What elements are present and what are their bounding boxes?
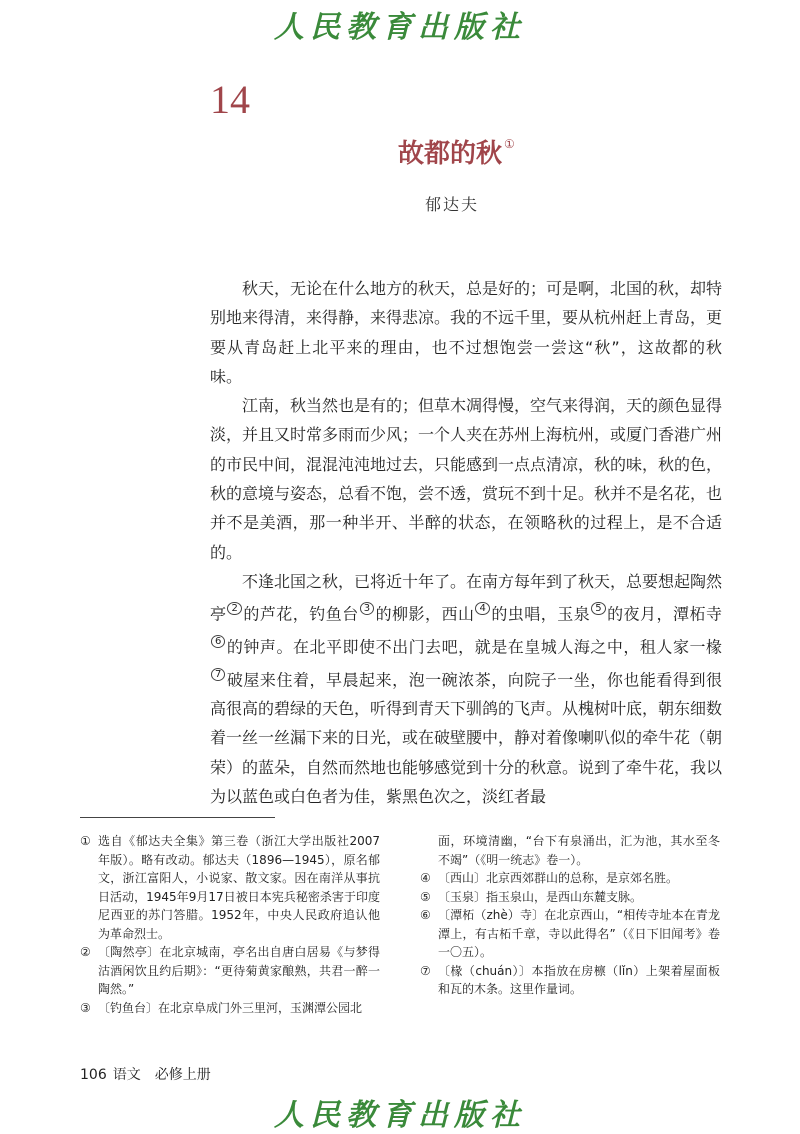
- footnote-item: [420, 832, 720, 869]
- footnote-ref: 4: [475, 602, 489, 615]
- author-name: 郁达夫: [425, 195, 480, 214]
- footnote-text: 面，环境清幽，“台下有泉涌出，汇为池，其水至冬不竭”（《明一统志》卷一）。: [438, 834, 720, 867]
- footnote-text: 〔椽（chuán）〕本指放在房檩（lǐn）上架着屋面板和瓦的木条。这里作量词。: [438, 963, 720, 996]
- footnote-mark: ④: [420, 871, 431, 885]
- paragraph-3-seg: 的柳影，西山: [375, 604, 475, 624]
- paragraph-1: [210, 274, 722, 391]
- article-title: [398, 133, 515, 170]
- footnote-ref: 2: [227, 602, 241, 615]
- page-footer: [80, 1064, 211, 1084]
- paragraph-3-seg: 的芦花，钓鱼台: [242, 604, 359, 624]
- footnote-mark: [420, 832, 438, 869]
- footnote-ref: 6: [211, 635, 225, 648]
- footnote-item: [420, 888, 720, 907]
- lesson-number: 14: [210, 77, 250, 122]
- footnote-item: [80, 999, 380, 1018]
- title-footnote-mark: ①: [504, 137, 515, 152]
- footnote-text: 〔玉泉〕指玉泉山，是西山东麓支脉。: [438, 889, 643, 904]
- footnote-mark: ①: [80, 834, 91, 848]
- footnote-text: 〔钓鱼台〕在北京阜成门外三里河，玉渊潭公园北: [98, 1000, 363, 1015]
- footnote-mark: ⑦: [420, 963, 431, 978]
- footnote-mark: ③: [80, 1000, 91, 1015]
- paragraph-3-seg: 的夜月，潭柘寺: [606, 604, 722, 624]
- page-number: 106: [80, 1067, 107, 1083]
- paragraph-3-seg: 的钟声。在北平即使不出门去吧，就是在皇城人海之中，租人家一椽: [226, 637, 722, 657]
- paragraph-3-seg: 不逢北国之秋，已将近十年了。在南方每年到了秋天，总要想起陶然亭: [210, 571, 723, 624]
- title-text: 故都的秋: [398, 139, 503, 169]
- footnote-divider: [80, 817, 275, 818]
- footnote-mark: ⑤: [420, 889, 431, 904]
- footnote-ref: 7: [211, 668, 225, 681]
- footnotes-right-column: [420, 832, 720, 999]
- paragraph-3: [210, 567, 722, 811]
- footnote-text: 选自《郁达夫全集》第三卷（浙江大学出版社2007年版）。略有改动。郁达夫（1896—1945），原名郁文，浙江富阳人，小说家、散文家。因在南洋从事抗日活动，1945年9月17日被日本宪兵秘密杀害于印度尼西亚的苏门答腊。1952年，中央人民政府追认他为革命烈士。: [98, 834, 380, 941]
- footnote-text: 〔西山〕北京西郊群山的总称，是京郊名胜。: [438, 871, 679, 885]
- publisher-logo-bottom: 人民教育出版社: [274, 1098, 526, 1133]
- book-title: 语文 必修上册: [112, 1067, 211, 1083]
- footnote-mark: ②: [80, 945, 91, 959]
- footnote-item: [80, 943, 380, 999]
- footnote-item: [80, 832, 380, 943]
- article-body: [210, 274, 722, 811]
- paragraph-2: [210, 391, 722, 567]
- paragraph-3-seg: 的虫唱，玉泉: [490, 604, 591, 624]
- paragraph-3-seg: 破屋来住着，早晨起来，泡一碗浓茶，向院子一坐，你也能看得到很高很高的碧绿的天色，听得到青天下驯鸽的飞声。从槐树叶底，朝东细数着一丝一丝漏下来的日光，或在破壁腰中，静对着像喇叭似的牵牛花（朝荣）的蓝朵，自然而然地也能够感觉到十分的秋意。说到了牵牛花，我以为以蓝色或白色者为佳，紫黑色次之，淡红者最: [210, 669, 723, 807]
- footnote-item: [420, 869, 720, 888]
- footnote-ref: 3: [360, 602, 374, 615]
- paragraph-1-text: 秋天，无论在什么地方的秋天，总是好的；可是啊，北国的秋，却特别地来得清，来得静，来得悲凉。我的不远千里，要从杭州赶上青岛，更要从青岛赶上北平来的理由，也不过想饱尝一尝这“秋”，这故都的秋味。: [210, 279, 723, 386]
- footnote-text: 〔潭柘（zhè）寺〕在北京西山，“相传寺址本在青龙潭上，有古柘千章，寺以此得名”（《日下旧闻考》卷一〇五）。: [438, 908, 720, 959]
- footnote-item: [420, 962, 720, 999]
- publisher-logo-top: 人民教育出版社: [274, 10, 526, 45]
- footnotes-left-column: [80, 832, 380, 1017]
- paragraph-2-text: 江南，秋当然也是有的；但草木凋得慢，空气来得润，天的颜色显得淡，并且又时常多雨而少风；一个人夹在苏州上海杭州，或厦门香港广州的市民中间，混混沌沌地过去，只能感到一点点清凉，秋的味，秋的色，秋的意境与姿态，总看不饱，尝不透，赏玩不到十足。秋并不是名花，也并不是美酒，那一种半开、半醉的状态，在领略秋的过程上，是不合适的。: [210, 396, 723, 562]
- footnote-text: 〔陶然亭〕在北京城南，亭名出自唐白居易《与梦得沽酒闲饮且约后期》：“更待菊黄家酿熟，共君一醉一陶然。”: [98, 945, 380, 996]
- footnote-mark: ⑥: [420, 908, 431, 922]
- footnote-ref: 5: [591, 602, 605, 615]
- footnote-item: [420, 906, 720, 962]
